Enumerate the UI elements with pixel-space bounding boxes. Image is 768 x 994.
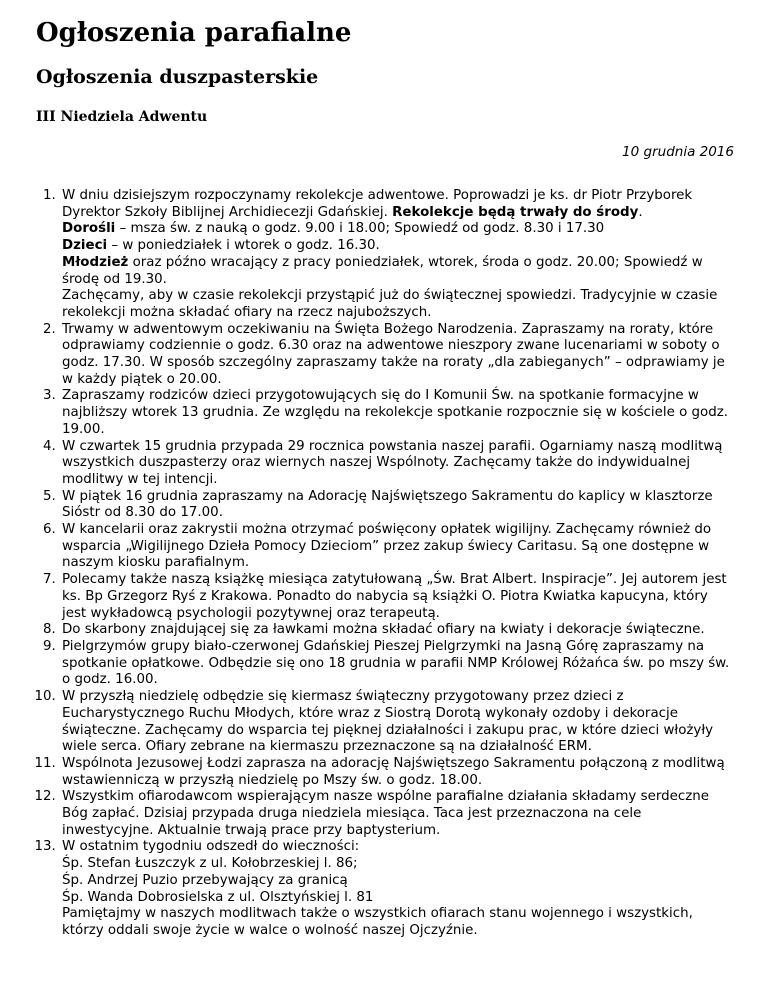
announcement-date: 10 grudnia 2016 bbox=[622, 144, 734, 160]
list-item: 1. W dniu dzisiejszym rozpoczynamy rekolekcje adwentowe. Poprowadzi je ks. dr Piotr Przyborek Dyrektor Szkoły Biblijnej Archidiecezji Gdańskiej. Rekolekcje będą trwały do środy. Dorośli – msza św. z nauką o godz. 9.00 i 18.00; Spowiedź od godz. 8.30 i 17.30 Dzieci – w poniedziałek i wtorek o godz. 16.30. Młodzież oraz późno wracający z pracy poniedziałek, wtorek, środa o godz. 20.00; Spowiedź w środę od 19.30. Zachęcamy, aby w czasie rekolekcji przystąpić już do świątecznej spowiedzi. Tradycyjnie w czasie rekolekcji można składać ofiary na rzecz najuboższych. bbox=[60, 188, 734, 322]
group-label-youth: Młodzież bbox=[62, 254, 129, 270]
announcement-list bbox=[36, 188, 734, 940]
group-label-children: Dzieci bbox=[62, 238, 108, 254]
list-item: 12. Wszystkim ofiarodawcom wspierającym nasze wspólne parafialne działania składamy serdeczne Bóg zapłać. Dzisiaj przypada druga niedziela miesiąca. Taca jest przeznaczona na cele inwestycyjne. Aktualnie trwają prace przy baptysterium. bbox=[60, 789, 734, 839]
list-item: 2. Trwamy w adwentowym oczekiwaniu na Święta Bożego Narodzenia. Zapraszamy na roraty, które odprawiamy codziennie o godz. 6.30 oraz na adwentowe nieszpory zwane lucenariami w soboty o godz. 17.30. W sposób szczególny zapraszamy także na roraty „dla zabieganych” – odprawiamy je w każdy piątek o 20.00. bbox=[60, 322, 734, 389]
list-item: 5. W piątek 16 grudnia zapraszamy na Adorację Najświętszego Sakramentu do kaplicy w klasztorze Sióstr od 8.30 do 17.00. bbox=[60, 489, 734, 522]
list-item: 13. W ostatnim tygodniu odszedł do wieczności: Śp. Stefan Łuszczyk z ul. Kołobrzeskiej l. 86; Śp. Andrzej Puzio przebywający za granicą Śp. Wanda Dobrosielska z ul. Olsztyńskiej l. 81 Pamiętajmy w naszych modlitwach także o wszystkich ofiarach stanu wojennego i wszystkich, którzy oddali swoje życie w walce o wolność naszej Ojczyźnie. bbox=[60, 839, 734, 939]
section-heading: III Niedziela Adwentu bbox=[36, 109, 208, 125]
list-item: 8. Do skarbony znajdującej się za ławkami można składać ofiary na kwiaty i dekoracje świąteczne. bbox=[60, 622, 734, 639]
obituary-name: Śp. Stefan Łuszczyk z ul. Kołobrzeskiej l. 86; bbox=[62, 856, 358, 872]
page-subtitle: Ogłoszenia duszpasterskie bbox=[36, 66, 319, 88]
list-item: 6. W kancelarii oraz zakrystii można otrzymać poświęcony opłatek wigilijny. Zachęcamy również do wsparcia „Wigilijnego Dzieła Pomocy Dzieciom” przez zakup świecy Caritasu. Są one dostępne w naszym kiosku parafialnym. bbox=[60, 522, 734, 572]
page-title: Ogłoszenia parafialne bbox=[36, 18, 352, 48]
list-item: 7. Polecamy także naszą książkę miesiąca zatytułowaną „Św. Brat Albert. Inspiracje”. Jej autorem jest ks. Bp Grzegorz Ryś z Krakowa. Ponadto do nabycia są książki O. Piotra Kwiatka kapucyna, który jest wykładowcą psychologii pozytywnej oraz terapeutą. bbox=[60, 572, 734, 622]
list-item: 4. W czwartek 15 grudnia przypada 29 rocznica powstania naszej parafii. Ogarniamy naszą modlitwą wszystkich duszpasterzy oraz wiernych naszej Wspólnoty. Zachęcamy także do indywidualnej modlitwy w tej intencji. bbox=[60, 439, 734, 489]
obituary-name: Śp. Wanda Dobrosielska z ul. Olsztyńskiej l. 81 bbox=[62, 889, 374, 905]
list-item: 10. W przyszłą niedzielę odbędzie się kiermasz świąteczny przygotowany przez dzieci z Eucharystycznego Ruchu Młodych, które wraz z Siostrą Dorotą wykonały ozdoby i dekoracje świąteczne. Zachęcamy do wsparcia tej pięknej działalności i zakupu prac, w które dzieci włożyły wiele serca. Ofiary zebrane na kiermaszu przeznaczone są na działalność ERM. bbox=[60, 689, 734, 756]
list-item: 9. Pielgrzymów grupy biało-czerwonej Gdańskiej Pieszej Pielgrzymki na Jasną Górę zapraszamy na spotkanie opłatkowe. Odbędzie się ono 18 grudnia w parafii NMP Królowej Różańca św. po mszy św. o godz. 16.00. bbox=[60, 639, 734, 689]
list-item: 11. Wspólnota Jezusowej Łodzi zaprasza na adorację Najświętszego Sakramentu połączoną z modlitwą wstawienniczą w przyszłą niedzielę po Mszy św. o godz. 18.00. bbox=[60, 756, 734, 789]
emphasis-text: Rekolekcje będą trwały do środy bbox=[392, 204, 639, 220]
group-label-adults: Dorośli bbox=[62, 221, 116, 237]
list-item: 3. Zapraszamy rodziców dzieci przygotowujących się do I Komunii Św. na spotkanie formacyjne w najbliższy wtorek 13 grudnia. Ze względu na rekolekcje spotkanie rozpocznie się w kościele o godz. 19.00. bbox=[60, 388, 734, 438]
obituary-name: Śp. Andrzej Puzio przebywający za granicą bbox=[62, 872, 348, 888]
